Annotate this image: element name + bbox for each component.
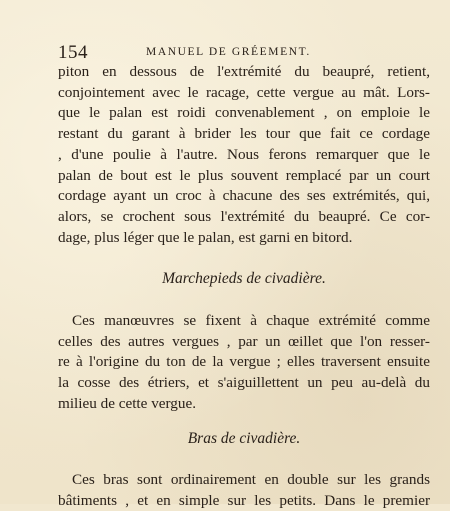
text-line: conjointement avec le racage, cette vergue au mât. Lors- [58, 83, 430, 101]
section-heading-marchepieds: Marchepieds de civadière. [162, 270, 326, 287]
text-line: re à l'origine du ton de la vergue ; elles traversent ensuite [58, 353, 430, 371]
text-line: celles des autres vergues , par un œillet que l'on resser- [58, 332, 430, 350]
text-line: la cosse des étriers, et s'aiguillettent un peu au-delà du [58, 374, 430, 392]
paragraph-palan [58, 62, 430, 248]
text-line: milieu de cette vergue. [58, 394, 197, 412]
text-line: piton en dessous de l'extrémité du beaupré, retient, [58, 63, 430, 80]
page-number: 154 [58, 42, 88, 63]
section-heading-bras: Bras de civadière. [187, 430, 301, 447]
text-line: restant du garant à brider les tour que fait ce cordage [58, 125, 430, 143]
paragraph-marchepieds [58, 311, 430, 415]
text-line: cordage ayant un croc à chacune des ses extrémités, qui, [58, 187, 430, 205]
text-line: dage, plus léger que le palan, est garni en bitord. [58, 228, 353, 246]
running-title: MANUEL DE GRÉEMENT. [146, 46, 311, 58]
paragraph-bras [58, 470, 430, 511]
text-line: , d'une poulie à l'autre. Nous ferons remarquer que le [58, 145, 430, 163]
text-line: Ces manœuvres se fixent à chaque extrémité comme [72, 312, 430, 329]
text-line: palan de bout est le plus souvent remplacé par un court [58, 166, 430, 184]
running-head [58, 42, 430, 62]
text-line: que le palan est roidi convenablement , on emploie le [58, 104, 430, 122]
text-line: bâtiments , et en simple sur les petits. Dans le premier [58, 491, 430, 509]
text-line: alors, se crochent sous l'extrémité du beaupré. Ce cor- [58, 207, 430, 225]
text-line: Ces bras sont ordinairement en double sur les grands [72, 471, 430, 488]
